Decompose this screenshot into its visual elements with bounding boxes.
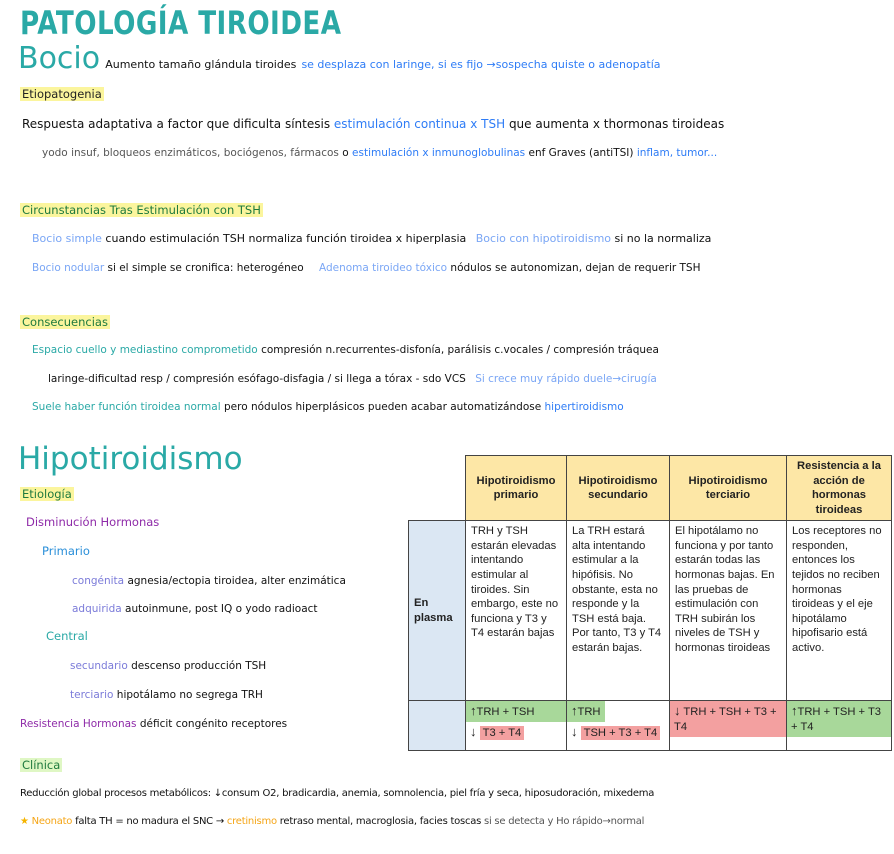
cons2-a: laringe-dificultad resp / compresión esófago-disfagia / si llega a tórax - sdo VCS: [48, 373, 466, 385]
table-header-secundario: Hipotiroidismo secundario: [567, 456, 670, 521]
resistencia-a: Resistencia Hormonas: [20, 718, 137, 730]
congenita-b: agnesia/ectopia tiroidea, alter enzimática: [127, 575, 346, 587]
table-cell: Los receptores no responden, entonces los tejidos no reciben hormonas tiroideas y el eje hipotálamo hipofisario está activo.: [787, 521, 892, 701]
circunstancias-line2: [32, 262, 701, 274]
summary-cell-secundario: [567, 701, 670, 751]
etiopatogenia-line1: [22, 117, 724, 131]
etio2-e: inflam, tumor...: [636, 147, 718, 159]
terciario-a: terciario: [70, 689, 114, 701]
etio2-a: yodo insuf, bloqueos enzimáticos, bociógenos, fármacos: [42, 147, 339, 159]
circunstancias-text: Circunstancias Tras Estimulación con TSH: [22, 203, 261, 217]
circ2-a: Bocio nodular: [32, 262, 105, 274]
etio-text-a: Respuesta adaptativa a factor que dificulta síntesis: [22, 117, 331, 131]
neonato-a: Neonato: [31, 816, 73, 827]
etio-text-b: estimulación continua x TSH: [333, 117, 506, 131]
table-row: [409, 521, 892, 701]
primario-label: Primario: [42, 544, 90, 558]
summary-down-text: TRH + TSH + T3 + T4: [674, 706, 777, 734]
summary-up-text: TRH + TSH: [476, 706, 535, 719]
summary-down: [567, 722, 669, 743]
cons3-c: hipertiroidismo: [544, 401, 624, 413]
adquirida-b: autoinmune, post IQ o yodo radioact: [125, 603, 318, 615]
etiologia-label: [20, 487, 74, 501]
adquirida-line: [72, 603, 318, 615]
circ1-a: Bocio simple: [32, 232, 102, 245]
terciario-line: [70, 689, 263, 701]
congenita-line: [72, 575, 346, 587]
table-header-primario: Hipotiroidismo primario: [466, 456, 567, 521]
summary-cell-resistencia: [787, 701, 892, 751]
summary-down: [466, 722, 566, 743]
consecuencias-line2: [48, 373, 657, 385]
star-icon: ★: [20, 816, 29, 827]
table-summary-row: [409, 701, 892, 751]
table-cell: La TRH estará alta intentando estimular a la hipófisis. No obstante, esta no responde y la TSH está baja. Por tanto, T3 y T4 estarán bajas.: [567, 521, 670, 701]
etiopatogenia-text: Etiopatogenia: [22, 87, 102, 101]
arrow-down-icon: ↓: [571, 724, 578, 740]
bocio-heading-row: [18, 41, 661, 76]
circ1-c: Bocio con hipotiroidismo: [475, 232, 612, 245]
circ2-b: si el simple se cronifica: heterogéneo: [107, 262, 304, 274]
hipotiroidismo-heading: Hipotiroidismo: [18, 441, 243, 477]
circunstancias-label: [20, 203, 263, 217]
etiopatogenia-line2: [42, 147, 717, 159]
bocio-desc: Aumento tamaño glándula tiroides: [105, 58, 297, 71]
summary-cell-terciario: [670, 701, 787, 751]
arrow-down-icon: ↓: [470, 724, 477, 740]
consecuencias-label: [20, 315, 110, 329]
summary-up-text: TRH + TSH + T3 + T4: [791, 706, 882, 734]
cons1-a: Espacio cuello y mediastino comprometido: [32, 344, 258, 356]
summary-down: [670, 701, 786, 736]
neonato-line: [20, 816, 644, 827]
etiologia-text: Etiología: [22, 487, 72, 501]
etio-text-c: que aumenta x thormonas tiroideas: [508, 117, 725, 131]
table-corner: [409, 456, 466, 521]
resistencia-b: déficit congénito receptores: [139, 718, 288, 730]
arrow-down-icon: ↓: [674, 703, 681, 719]
table-header-terciario: Hipotiroidismo terciario: [670, 456, 787, 521]
table-cell: TRH y TSH estarán elevadas intentando estimular al tiroides. Sin embargo, este no funciona y T3 y T4 estarán bajas: [466, 521, 567, 701]
arrow-up-icon: ↑: [791, 703, 798, 719]
table-header-row: [409, 456, 892, 521]
adquirida-a: adquirida: [72, 603, 122, 615]
summary-down-text: T3 + T4: [480, 726, 525, 740]
summary-up: [787, 701, 891, 736]
circunstancias-line1: [32, 232, 711, 245]
page-title: PATOLOGÍA TIROIDEA: [20, 4, 342, 42]
central-label: Central: [46, 629, 88, 643]
etio2-b: o: [342, 147, 349, 159]
clinica-line: Reducción global procesos metabólicos: ↓consum O2, bradicardia, anemia, somnolencia, piel fría y seca, hiposudoración, mixedema: [20, 788, 655, 799]
consecuencias-line3: [32, 401, 624, 413]
table-header-resistencia: Resistencia a la acción de hormonas tiroideas: [787, 456, 892, 521]
secundario-b: descenso producción TSH: [131, 660, 267, 672]
arrow-up-icon: ↑: [571, 703, 578, 719]
table-row-label-empty: [409, 701, 466, 751]
summary-up: [466, 701, 566, 722]
consecuencias-text: Consecuencias: [22, 315, 108, 329]
etio2-d: enf Graves (antiTSI): [528, 147, 634, 159]
disminucion-label: Disminución Hormonas: [26, 515, 160, 529]
bocio-heading: Bocio: [18, 41, 101, 76]
cons3-a: Suele haber función tiroidea normal: [32, 401, 221, 413]
neonato-b: falta TH = no madura el SNC →: [75, 816, 224, 827]
neonato-e: si se detecta y Ho rápido→normal: [484, 816, 645, 827]
summary-cell-primario: [466, 701, 567, 751]
arrow-up-icon: ↑: [470, 703, 477, 719]
circ1-b: cuando estimulación TSH normaliza función tiroidea x hiperplasia: [105, 232, 467, 245]
hipotiroidismo-table: [408, 455, 892, 751]
summary-up: [567, 701, 605, 722]
bocio-desc2: se desplaza con laringe, si es fijo →sospecha quiste o adenopatía: [301, 58, 661, 71]
consecuencias-line1: [32, 344, 659, 356]
congenita-a: congénita: [72, 575, 125, 587]
secundario-a: secundario: [70, 660, 128, 672]
circ2-d: nódulos se autonomizan, dejan de requerir TSH: [450, 262, 701, 274]
table-row-label: En plasma: [409, 521, 466, 701]
circ2-c: Adenoma tiroideo tóxico: [318, 262, 448, 274]
terciario-b: hipotálamo no segrega TRH: [116, 689, 263, 701]
etiopatogenia-label: [20, 87, 104, 101]
table-cell: El hipotálamo no funciona y por tanto estarán todas las hormonas bajas. En las pruebas de estimulación con TRH subirán los niveles de TSH y hormonas tiroideas: [670, 521, 787, 701]
neonato-c: cretinismo: [226, 816, 277, 827]
summary-down-text: TSH + T3 + T4: [581, 726, 661, 740]
clinica-label: [20, 758, 62, 772]
summary-up-text: TRH: [577, 706, 601, 719]
etio2-c: estimulación x inmunoglobulinas: [352, 147, 526, 159]
circ1-d: si no la normaliza: [614, 232, 712, 245]
neonato-d: retraso mental, macroglosia, facies toscas: [279, 816, 482, 827]
secundario-line: [70, 660, 266, 672]
resistencia-line: [20, 718, 287, 730]
clinica-text: Clínica: [22, 758, 61, 772]
cons2-b: Si crece muy rápido duele→cirugía: [475, 373, 657, 385]
cons1-b: compresión n.recurrentes-disfonía, parálisis c.vocales / compresión tráquea: [261, 344, 659, 356]
cons3-b: pero nódulos hiperplásicos pueden acabar automatizándose: [223, 401, 542, 413]
